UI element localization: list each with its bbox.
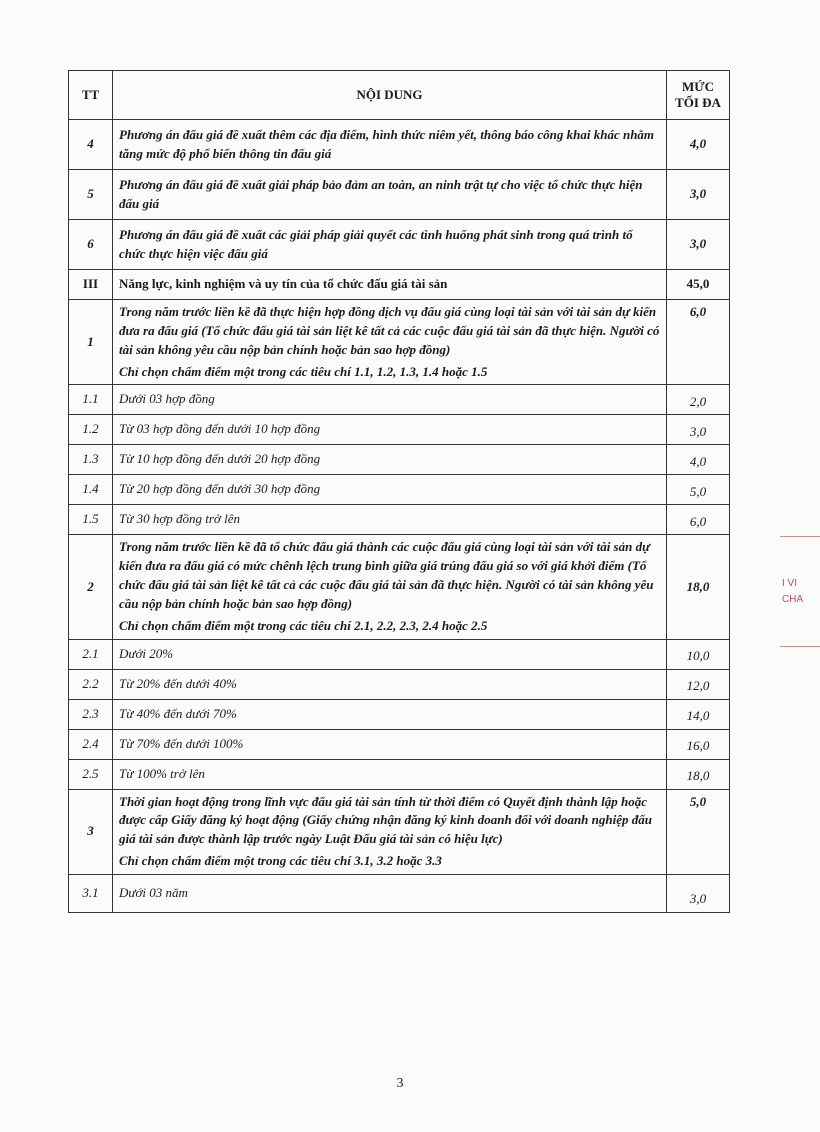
header-max-line2: TỐI ĐA <box>675 95 721 110</box>
row-max: 18,0 <box>667 759 730 789</box>
row-content-text: Trong năm trước liền kề đã tổ chức đấu giá thành các cuộc đấu giá cùng loại tài sản với tài sản dự kiến đưa ra đấu giá có mức chênh lệch trung bình giữa giá trúng đấu giá so với giá khởi điểm (Tổ chức đấu giá tài sản liệt kê tất cả các cuộc đấu giá tài sản đã thực hiện. Người có tài sản không yêu cầu nộp bản chính hoặc bản sao hợp đồng) <box>119 539 654 611</box>
table-row <box>69 445 730 475</box>
row-content: Dưới 03 năm <box>113 874 667 912</box>
row-max: 2,0 <box>667 385 730 415</box>
row-note: Chỉ chọn chấm điểm một trong các tiêu chí 2.1, 2.2, 2.3, 2.4 hoặc 2.5 <box>119 617 488 633</box>
row-tt: 4 <box>69 120 113 170</box>
row-content: Từ 20 hợp đồng đến dưới 30 hợp đồng <box>113 475 667 505</box>
row-tt: 5 <box>69 170 113 220</box>
row-tt: 1.4 <box>69 475 113 505</box>
table-row <box>69 170 730 220</box>
row-content: Năng lực, kinh nghiệm và uy tín của tổ chức đấu giá tài sản <box>113 270 667 300</box>
table-row <box>69 535 730 639</box>
row-tt: 3 <box>69 789 113 874</box>
row-max: 18,0 <box>667 535 730 639</box>
table-row <box>69 789 730 874</box>
table-row <box>69 759 730 789</box>
row-tt: 3.1 <box>69 874 113 912</box>
row-content: Từ 40% đến dưới 70% <box>113 699 667 729</box>
row-tt: 2.4 <box>69 729 113 759</box>
stamp-text-1: I VI <box>782 578 798 589</box>
row-tt: 1.2 <box>69 415 113 445</box>
table-row <box>69 120 730 170</box>
row-tt: 1.3 <box>69 445 113 475</box>
table-row <box>69 505 730 535</box>
table-row <box>69 270 730 300</box>
row-max: 5,0 <box>667 789 730 874</box>
row-content: Từ 20% đến dưới 40% <box>113 669 667 699</box>
table-row <box>69 699 730 729</box>
header-content: NỘI DUNG <box>113 71 667 120</box>
row-content <box>113 300 667 385</box>
stamp-text-2: CHA <box>782 594 804 605</box>
row-content: Phương án đấu giá đề xuất thêm các địa điểm, hình thức niêm yết, thông báo công khai khác nhằm tăng mức độ phổ biến thông tin đấu giá <box>113 120 667 170</box>
stamp-edge <box>778 528 804 658</box>
header-max-line1: MỨC <box>681 79 714 95</box>
table-row <box>69 729 730 759</box>
scoring-criteria-table <box>68 70 730 913</box>
table-header-row <box>69 71 730 120</box>
row-max: 10,0 <box>667 639 730 669</box>
table-row <box>69 475 730 505</box>
row-content: Từ 10 hợp đồng đến dưới 20 hợp đồng <box>113 445 667 475</box>
row-content-text: Thời gian hoạt động trong lĩnh vực đấu giá tài sản tính từ thời điểm có Quyết định thành lập hoặc được cấp Giấy đăng ký hoạt động (Giấy chứng nhận đăng ký kinh doanh đối với doanh nghiệp đấu giá tài sản được thành lập trước ngày Luật Đấu giá tài sản có hiệu lực) <box>119 793 652 847</box>
row-content: Từ 03 hợp đồng đến dưới 10 hợp đồng <box>113 415 667 445</box>
row-content: Phương án đấu giá đề xuất giải pháp bảo đảm an toàn, an ninh trật tự cho việc tổ chức thực hiện đấu giá <box>113 170 667 220</box>
row-content: Phương án đấu giá đề xuất các giải pháp giải quyết các tình huống phát sinh trong quá trình tổ chức thực hiện việc đấu giá <box>113 220 667 270</box>
row-max: 14,0 <box>667 699 730 729</box>
row-tt: 2.2 <box>69 669 113 699</box>
row-max: 45,0 <box>667 270 730 300</box>
row-content: Dưới 20% <box>113 639 667 669</box>
row-tt: 2.5 <box>69 759 113 789</box>
table-row <box>69 220 730 270</box>
row-max: 3,0 <box>667 220 730 270</box>
row-max: 3,0 <box>667 170 730 220</box>
row-tt: 1.1 <box>69 385 113 415</box>
row-content <box>113 535 667 639</box>
header-max <box>667 71 730 120</box>
row-tt: 2.3 <box>69 699 113 729</box>
row-tt: 2.1 <box>69 639 113 669</box>
row-tt: 2 <box>69 535 113 639</box>
row-content <box>113 789 667 874</box>
page-number: 3 <box>396 1076 404 1091</box>
row-tt: 1 <box>69 300 113 385</box>
row-max: 3,0 <box>667 415 730 445</box>
row-tt: III <box>69 270 113 300</box>
row-content: Từ 30 hợp đồng trở lên <box>113 505 667 535</box>
row-max: 5,0 <box>667 475 730 505</box>
row-max: 3,0 <box>667 874 730 912</box>
table-row <box>69 639 730 669</box>
row-max: 6,0 <box>667 300 730 385</box>
row-max: 4,0 <box>667 120 730 170</box>
row-note: Chỉ chọn chấm điểm một trong các tiêu chí 3.1, 3.2 hoặc 3.3 <box>119 853 442 869</box>
row-content-text: Trong năm trước liền kề đã thực hiện hợp đồng dịch vụ đấu giá cùng loại tài sản với tài sản dự kiến đưa ra đấu giá (Tổ chức đấu giá tài sản liệt kê tất cả các cuộc đấu giá tài sản đã thực hiện. Người có tài sản không yêu cầu nộp bản chính hoặc bản sao hợp đồng) <box>119 304 660 357</box>
table-row <box>69 300 730 385</box>
table-row <box>69 385 730 415</box>
row-max: 16,0 <box>667 729 730 759</box>
row-tt: 6 <box>69 220 113 270</box>
header-tt: TT <box>69 71 113 120</box>
table-row <box>69 874 730 912</box>
row-max: 12,0 <box>667 669 730 699</box>
row-max: 4,0 <box>667 445 730 475</box>
row-content: Từ 70% đến dưới 100% <box>113 729 667 759</box>
row-content: Từ 100% trở lên <box>113 759 667 789</box>
row-max: 6,0 <box>667 505 730 535</box>
row-tt: 1.5 <box>69 505 113 535</box>
table-row <box>69 415 730 445</box>
row-content: Dưới 03 hợp đồng <box>113 385 667 415</box>
row-note: Chỉ chọn chấm điểm một trong các tiêu chí 1.1, 1.2, 1.3, 1.4 hoặc 1.5 <box>119 363 488 379</box>
table-row <box>69 669 730 699</box>
